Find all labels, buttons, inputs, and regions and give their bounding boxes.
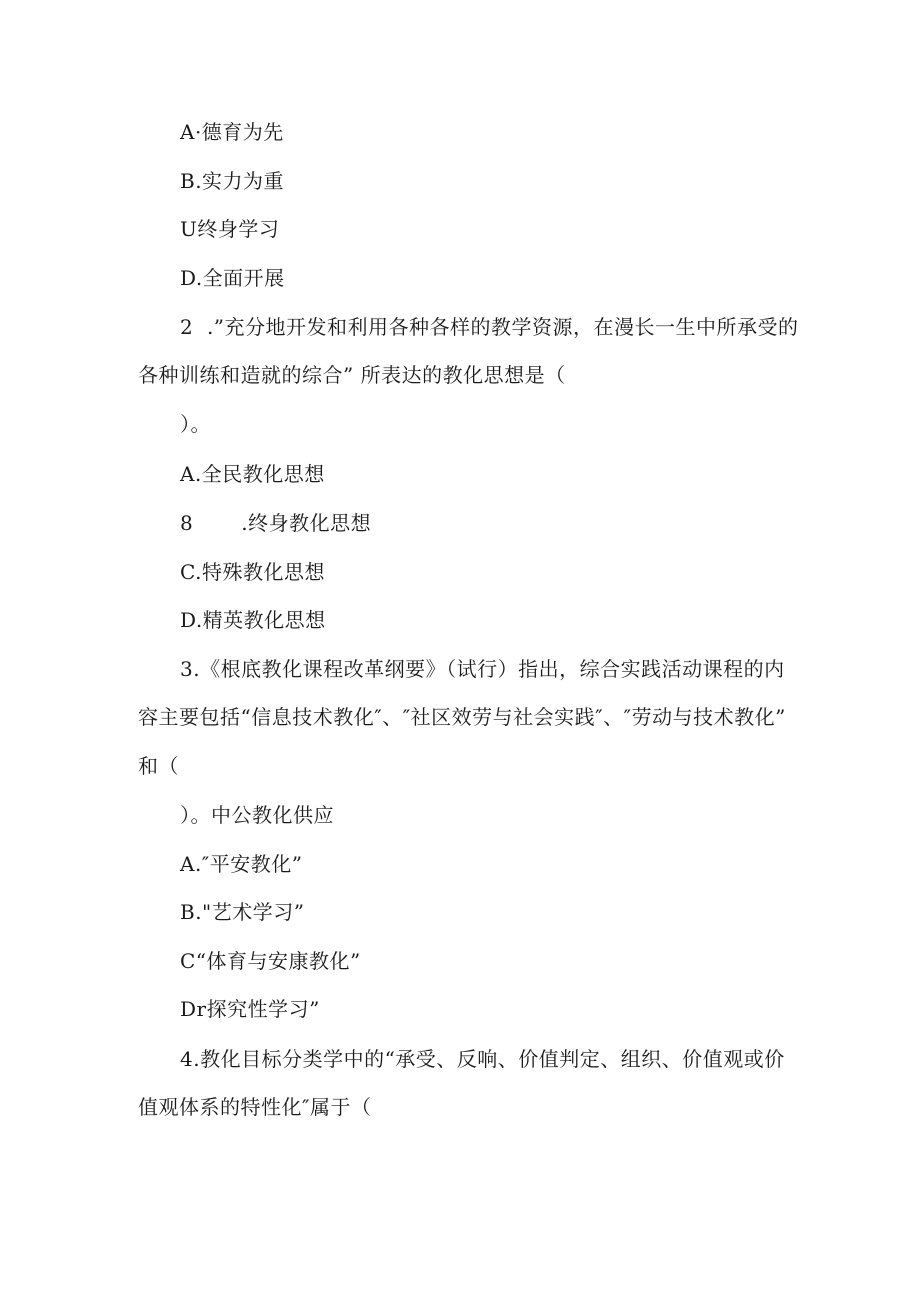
question-3-line-1: 3.《根底教化课程改革纲要》（试行）指出，综合实践活动课程的内 [180,657,785,681]
question-3-line-4: ）。中公教化供应 [180,803,334,827]
question-2-line-2: 各种训练和造就的综合” 所表达的教化思想是（ [138,363,566,387]
option-q2-c: C.特殊教化思想 [180,560,325,584]
option-q2-b-text: .终身教化思想 [241,511,372,535]
option-q1-a: A·德育为先 [180,120,284,144]
option-q1-c: U终身学习 [180,217,280,241]
option-q1-b: B.实力为重 [180,169,285,193]
option-q3-c: C“体育与安康教化” [180,949,361,973]
option-q2-d: D.精英教化思想 [180,608,326,632]
question-4-line-1: 4.教化目标分类学中的“承受、反响、价值判定、组织、价值观或价 [180,1047,785,1071]
question-2-line-3: ）。 [180,412,211,436]
question-4-line-2: 值观体系的特性化″属于（ [138,1095,372,1119]
option-q2-b-number: 8 [180,511,194,535]
option-q1-d: D.全面开展 [180,266,285,290]
option-q2-b [180,510,371,536]
option-q3-b: B."艺术学习” [180,900,305,924]
question-3-line-3: 和（ [138,754,179,778]
question-3-line-2: 容主要包括“信息技术教化″、″社区效劳与社会实践″、″劳动与技术教化” [138,705,786,729]
option-q2-a: A.全民教化思想 [180,462,325,486]
option-q3-d: Dr探究性学习” [180,997,320,1021]
option-q3-a: A.″平安教化” [180,852,303,876]
question-2-line-1: 2 .”充分地开发和利用各种各样的教学资源，在漫长一生中所承受的 [180,315,799,339]
